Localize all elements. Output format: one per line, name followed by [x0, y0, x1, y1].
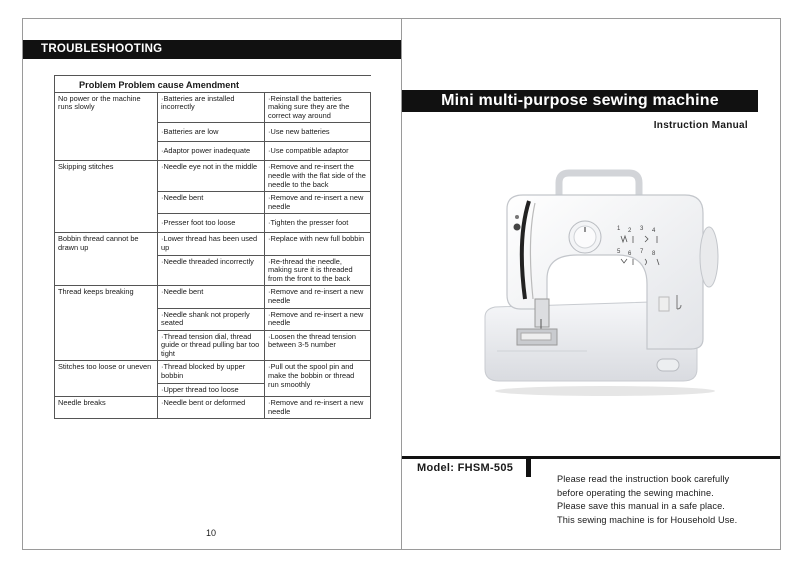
- cause-cell: ·Needle bent: [158, 286, 265, 308]
- cause-cell: ·Needle bent or deformed: [158, 397, 265, 419]
- problem-cell: Thread keeps breaking: [55, 286, 158, 361]
- cover-title: Mini multi-purpose sewing machine: [402, 90, 758, 112]
- solution-cell: ·Loosen the thread tension between 3-5 number: [265, 330, 371, 361]
- note-line: This sewing machine is for Household Use.: [557, 514, 738, 525]
- cover-notes: [557, 473, 737, 527]
- table-row: [55, 233, 371, 255]
- cause-cell: ·Needle shank not properly seated: [158, 308, 265, 330]
- solution-cell: ·Use compatible adaptor: [265, 142, 371, 161]
- note-line: Please save this manual in a safe place.: [557, 501, 725, 512]
- sewing-machine-illustration: [477, 169, 727, 399]
- problem-cell: Bobbin thread cannot be drawn up: [55, 233, 158, 286]
- model-divider-corner: [526, 456, 531, 477]
- problem-cell: Skipping stitches: [55, 161, 158, 233]
- troubleshooting-table: [54, 75, 371, 419]
- cover-page: [401, 18, 781, 550]
- cause-cell: ·Batteries are low: [158, 123, 265, 142]
- header-cause: Problem cause: [118, 80, 184, 90]
- page-number: 10: [206, 528, 217, 538]
- table-row: [55, 286, 371, 308]
- stitch-number: 1: [617, 226, 621, 232]
- stitch-number: 7: [640, 249, 644, 255]
- stitch-number: 8: [652, 251, 656, 257]
- table-row: [55, 92, 371, 123]
- solution-cell: ·Remove and re-insert a new needle: [265, 286, 371, 308]
- solution-cell: ·Re-thread the needle, making sure it is threaded from the front to the back: [265, 255, 371, 286]
- solution-cell: ·Replace with new full bobbin: [265, 233, 371, 255]
- cause-cell: ·Presser foot too loose: [158, 214, 265, 233]
- solution-cell: ·Remove and re-insert a new needle: [265, 397, 371, 419]
- header-spacer: [265, 76, 371, 93]
- stitch-number: 3: [640, 226, 644, 232]
- cause-cell: ·Batteries are installed incorrectly: [158, 92, 265, 123]
- solution-cell: ·Tighten the presser foot: [265, 214, 371, 233]
- solution-cell: ·Pull out the spool pin and make the bobbin or thread run smoothly: [265, 361, 371, 397]
- header-problem: Problem: [79, 80, 116, 90]
- problem-cell: No power or the machine runs slowly: [55, 92, 158, 161]
- table-row: [55, 361, 371, 383]
- cause-cell: ·Thread blocked by upper bobbin: [158, 361, 265, 383]
- solution-cell: ·Reinstall the batteries making sure they are the correct way around: [265, 92, 371, 123]
- stitch-number: 5: [617, 249, 621, 255]
- solution-cell: ·Remove and re-insert the needle with the flat side of the needle to the back: [265, 161, 371, 192]
- troubleshooting-title: TROUBLESHOOTING: [41, 43, 163, 55]
- cause-cell: ·Thread tension dial, thread guide or thread pulling bar too tight: [158, 330, 265, 361]
- stitch-number: 4: [652, 228, 656, 234]
- solution-cell: ·Use new batteries: [265, 123, 371, 142]
- cause-cell: ·Lower thread has been used up: [158, 233, 265, 255]
- problem-cell: Needle breaks: [55, 397, 158, 419]
- table-row: [55, 161, 371, 192]
- cause-cell: ·Needle eye not in the middle: [158, 161, 265, 192]
- table-row: [55, 397, 371, 419]
- solution-cell: ·Remove and re-insert a new needle: [265, 308, 371, 330]
- header-amendment: Amendment: [185, 80, 240, 90]
- stitch-number: 6: [628, 251, 632, 257]
- stitch-number: 2: [628, 228, 632, 234]
- cause-cell: ·Needle bent: [158, 192, 265, 214]
- note-line: before operating the sewing machine.: [557, 487, 714, 498]
- cause-cell: ·Needle threaded incorrectly: [158, 255, 265, 286]
- note-line: Please read the instruction book carefully: [557, 474, 730, 484]
- cause-cell: ·Upper thread too loose: [158, 383, 265, 397]
- model-label: Model: FHSM-505: [417, 462, 514, 474]
- troubleshooting-banner: [23, 40, 402, 59]
- table-header: [55, 76, 265, 93]
- troubleshooting-page: [22, 18, 402, 550]
- cause-cell: ·Adaptor power inadequate: [158, 142, 265, 161]
- problem-cell: Stitches too loose or uneven: [55, 361, 158, 397]
- table-header-row: [55, 76, 371, 93]
- solution-cell: ·Remove and re-insert a new needle: [265, 192, 371, 214]
- cover-subtitle: Instruction Manual: [653, 120, 748, 131]
